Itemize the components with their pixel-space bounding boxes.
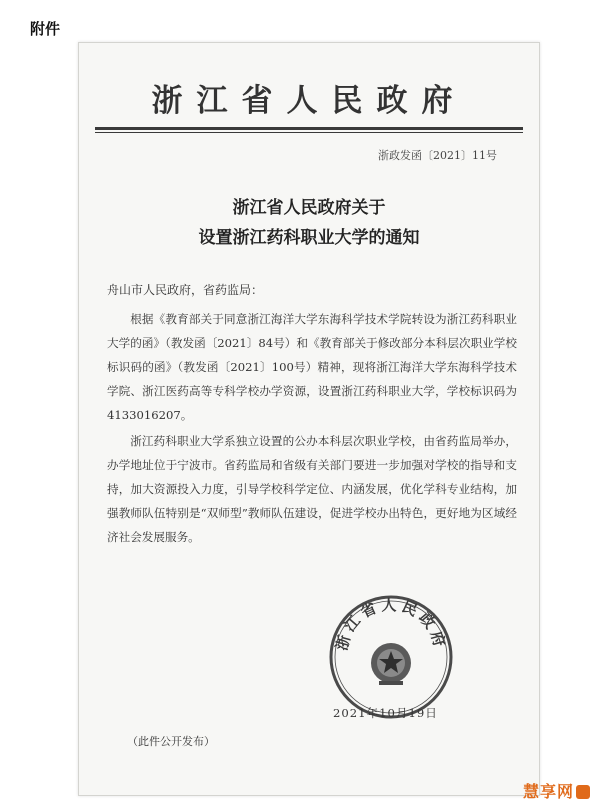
letterhead-rule-thin [95,132,523,133]
body-paragraph-2 [107,429,517,549]
watermark-text: 慧享网 [522,782,574,801]
official-seal [327,593,455,721]
document-number: 浙政发函〔2021〕11号 [378,149,497,162]
national-emblem-icon [371,643,411,685]
title-line-2: 设置浙江药科职业大学的通知 [198,228,420,248]
site-watermark [523,779,590,802]
release-note: （此件公开发布） [127,735,215,748]
document-title [79,193,539,253]
body-paragraph-1 [107,307,517,427]
title-line-1: 浙江省人民政府关于 [232,198,386,218]
issuer-letterhead: 浙江省人民政府 [151,83,467,119]
recipient-line: 舟山市人民政府，省药监局： [107,283,264,297]
annex-label: 附件 [30,20,61,38]
paragraph-text: 根据《教育部关于同意浙江海洋大学东海科学技术学院转设为浙江药科职业大学的函》（教发函〔2021〕84号）和《教育部关于修改部分本科层次职业学校标识码的函》（教发函〔2021〕100号）精神，现将浙江海洋大学东海科学技术学院、浙江医药高等专科学校办学资源，设置浙江药科职业大学，学校标识码为4133016207。 [107,312,517,422]
watermark-logo-icon [576,785,590,799]
document-page [78,42,540,796]
seal-text: 浙江省人民政府 [332,595,450,653]
letterhead-rule-thick [95,127,523,130]
issue-date: 2021年10月19日 [333,706,438,720]
paragraph-text: 浙江药科职业大学系独立设置的公办本科层次职业学校，由省药监局举办，办学地址位于宁波市。省药监局和省级有关部门要进一步加强对学校的指导和支持，加大资源投入力度，引导学校科学定位、内涵发展，优化学科专业结构，加强教师队伍特别是“双师型”教师队伍建设，促进学校办出特色，更好地为区域经济社会发展服务。 [107,434,517,544]
